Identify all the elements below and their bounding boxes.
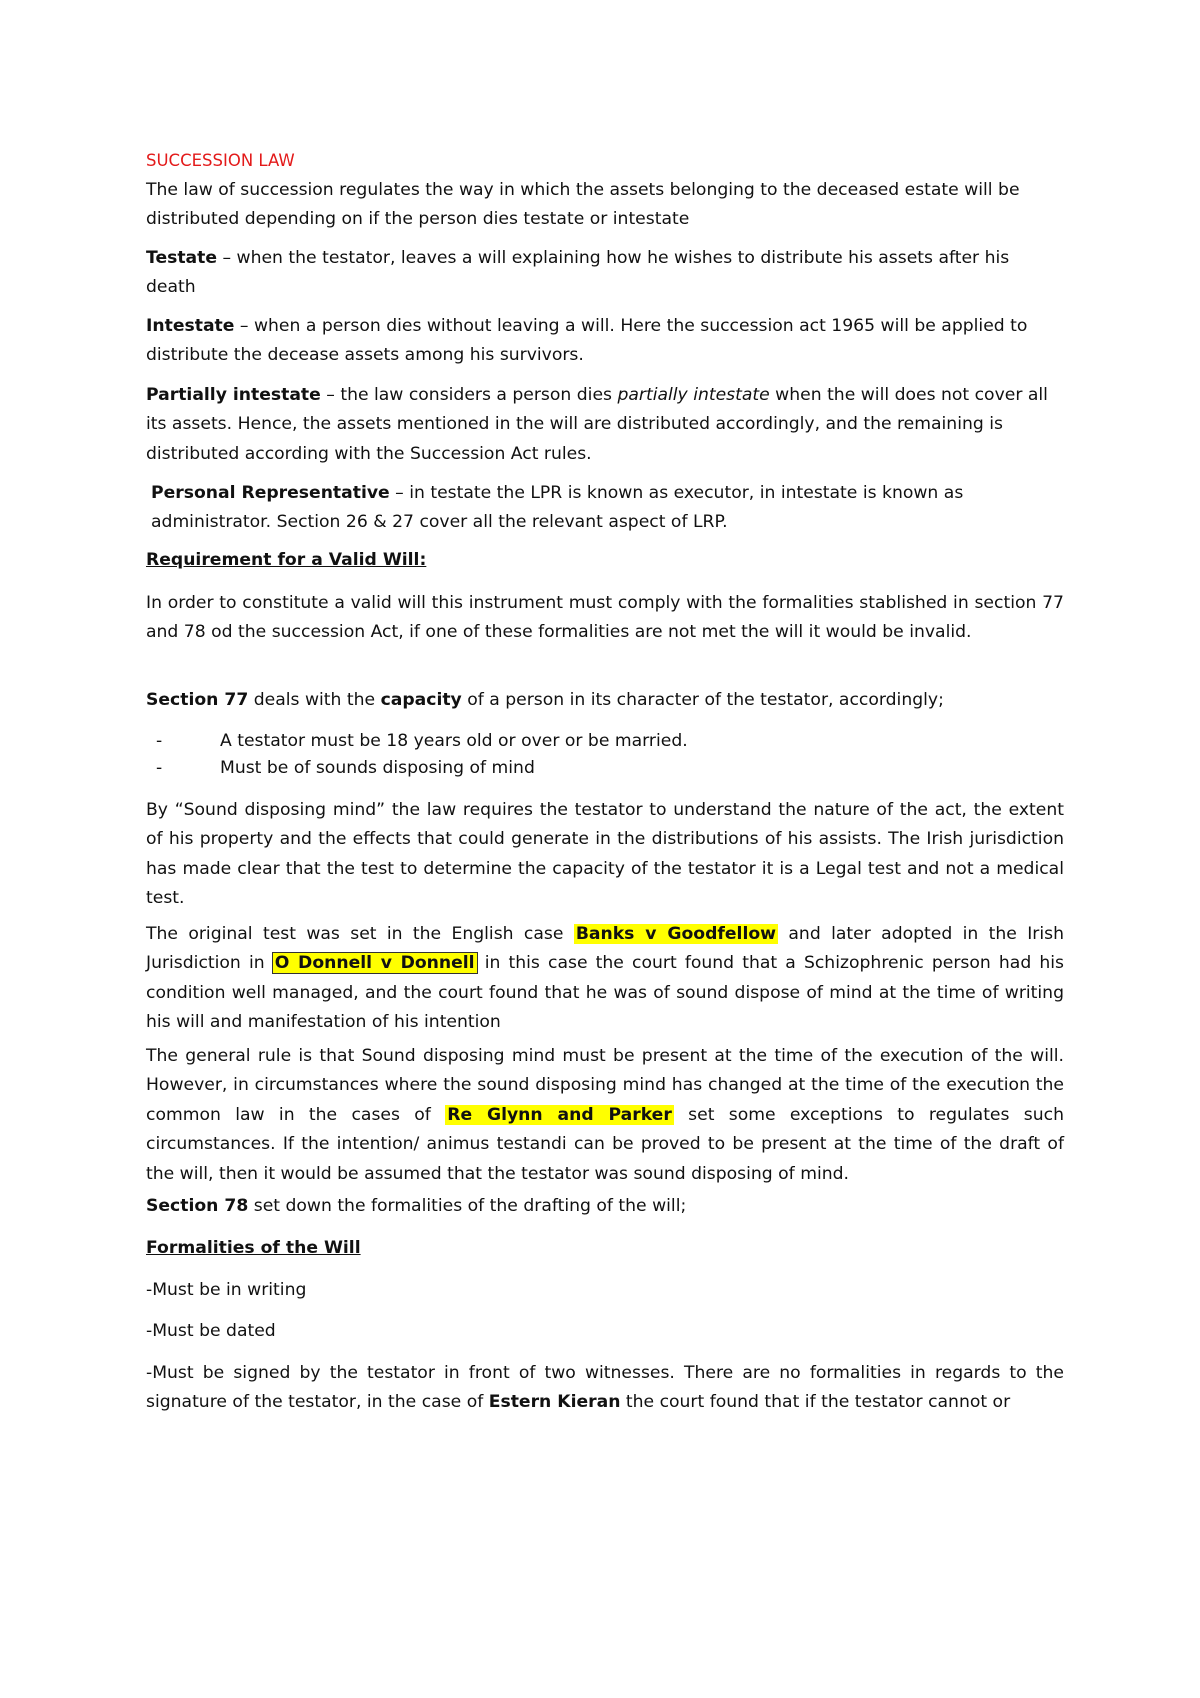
- intestate-term: Intestate: [146, 316, 235, 336]
- original-test-text-c: in this case the court found that a Schizophrenic person had his condition well managed, and the court found that he was of sound dispose of mind at the time of writing his will and manifestation of his intention: [146, 953, 1064, 1033]
- bullet-dash: -: [156, 758, 163, 778]
- bullet-text: Must be of sounds disposing of mind: [220, 758, 535, 778]
- personal-rep-term: Personal Representative: [151, 483, 390, 503]
- partially-text-b: when the will does not cover all its assets. Hence, the assets mentioned in the will are distributed accordingly, and the remaining is distributed according with the Succession Act rules.: [146, 385, 1048, 464]
- signed-text-b: the court found that if the testator cannot or: [620, 1392, 1011, 1413]
- signed-paragraph: [146, 1359, 1064, 1418]
- original-test-paragraph: [146, 920, 1064, 1038]
- original-test-text-a: The original test was set in the English case: [146, 924, 574, 944]
- case-re-glynn-and-parker: Re Glynn and Parker: [447, 1104, 672, 1125]
- original-test-text-b: and later adopted in the Irish Jurisdiction in: [146, 924, 1064, 974]
- valid-will-heading: Requirement for a Valid Will:: [146, 550, 427, 570]
- s78-term: Section 78: [146, 1196, 249, 1216]
- personal-rep-text: – in testate the LPR is known as executor, in intestate is known as administrator. Section 26 & 27 cover all the relevant aspect of LRP.: [151, 483, 964, 533]
- case-banks-v-goodfellow: Banks v Goodfellow: [575, 924, 777, 944]
- section-78-paragraph: [146, 1192, 1064, 1221]
- intestate-paragraph: [146, 312, 1064, 371]
- general-rule-text-b: set some exceptions to regulates such circumstances. If the intention/ animus testandi can be proved to be present at the time of the draft of the will, then it would be assumed that the testator was sound disposing of mind.: [146, 1104, 1064, 1184]
- signed-text-a: -Must be signed by the testator in front of two witnesses. There are no formalities in regards to the signature of the testator, in the case of: [146, 1363, 1064, 1413]
- bullet-item: [156, 727, 688, 756]
- sound-mind-paragraph: By “Sound disposing mind” the law requires the testator to understand the nature of the act, the extent of his property and the effects that could generate in the distributions of his assists. The Irish jurisdiction has made clear that the test to determine the capacity of the testator it is a Legal test and not a medical test.: [146, 800, 1064, 909]
- partially-term: Partially intestate: [146, 385, 321, 405]
- case-estern-kieran: Estern Kieran: [488, 1392, 621, 1413]
- partially-italic: partially intestate: [617, 385, 770, 405]
- testate-paragraph: [146, 244, 1064, 303]
- s77-capacity: capacity: [380, 690, 462, 710]
- partially-text-a: – the law considers a person dies: [320, 385, 618, 405]
- formalities-heading: Formalities of the Will: [146, 1238, 361, 1258]
- partially-intestate-paragraph: [146, 381, 1064, 469]
- document-title: SUCCESSION LAW: [146, 151, 295, 170]
- bullet-text: A testator must be 18 years old or over or be married.: [220, 731, 688, 751]
- intro-paragraph: The law of succession regulates the way in which the assets belonging to the deceased estate will be distributed depending on if the person dies testate or intestate: [146, 180, 1020, 230]
- formality-item: -Must be dated: [146, 1321, 276, 1341]
- personal-representative-paragraph: [146, 479, 1064, 538]
- general-rule-paragraph: [146, 1042, 1064, 1189]
- valid-will-paragraph: In order to constitute a valid will this instrument must comply with the formalities stablished in section 77 and 78 od the succession Act, if one of these formalities are not met the will it would be invalid.: [146, 593, 1064, 643]
- general-rule-text-a: The general rule is that Sound disposing mind must be present at the time of the execution of the will. However, in circumstances where the sound disposing mind has changed at the time of the execution the common law in the cases of: [146, 1046, 1064, 1125]
- s78-text: set down the formalities of the drafting of the will;: [248, 1196, 687, 1216]
- bullet-item: [156, 754, 535, 783]
- testate-text: – when the testator, leaves a will explaining how he wishes to distribute his assets after his death: [146, 248, 1010, 298]
- formality-item: -Must be in writing: [146, 1280, 307, 1300]
- s77-text-a: deals with the: [248, 690, 381, 710]
- intestate-text: – when a person dies without leaving a will. Here the succession act 1965 will be applied to distribute the decease assets among his survivors.: [146, 316, 1028, 366]
- section-77-paragraph: [146, 686, 1064, 715]
- s77-term: Section 77: [146, 690, 249, 710]
- bullet-dash: -: [156, 731, 163, 751]
- testate-term: Testate: [146, 248, 218, 268]
- case-o-donnell-v-donnell: O Donnell v Donnell: [274, 953, 475, 974]
- s77-text-b: of a person in its character of the testator, accordingly;: [461, 690, 944, 710]
